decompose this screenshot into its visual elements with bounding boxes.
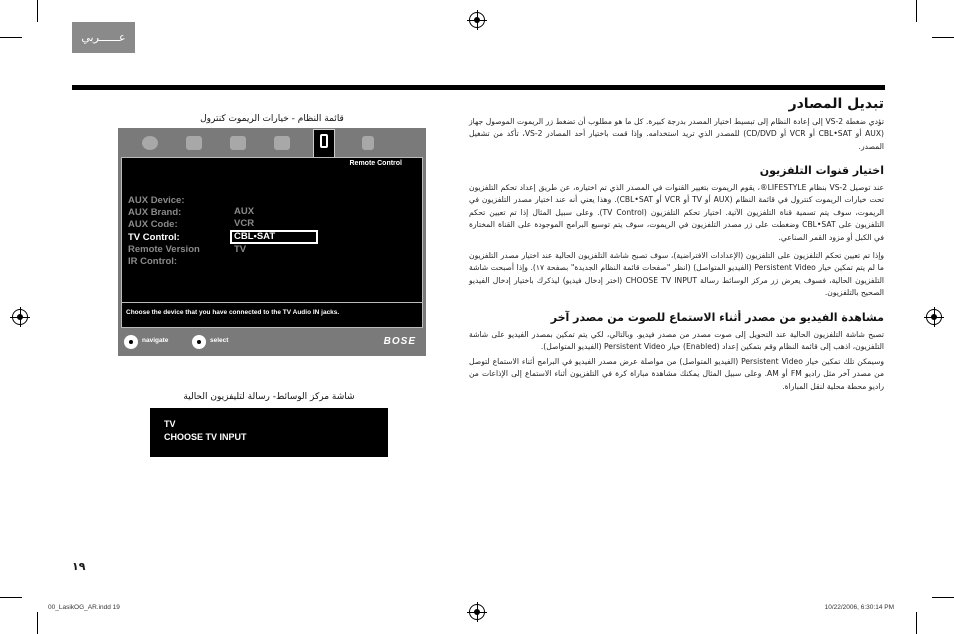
section-heading: اختيار قنوات التلفزيون — [759, 164, 884, 177]
menu-panel-title: Remote Control — [349, 160, 402, 167]
registration-mark-icon — [469, 12, 485, 28]
footer-timestamp: 10/22/2006, 6:30:14 PM — [824, 604, 894, 611]
tv-message-line: CHOOSE TV INPUT — [164, 432, 247, 442]
menu-panel — [121, 157, 423, 303]
page-number: ١٩ — [72, 560, 86, 573]
option-item: TV — [234, 244, 247, 256]
system-menu-screenshot — [118, 128, 426, 356]
menu-item: Remote Version — [128, 243, 200, 255]
menu-item: AUX Brand: — [128, 207, 182, 219]
menu-tab-bar — [134, 134, 394, 154]
registration-mark-icon — [926, 309, 942, 325]
registration-mark-icon — [12, 309, 28, 325]
registration-mark-icon — [469, 604, 485, 620]
select-label: select — [210, 337, 229, 344]
paragraph: عند توصيل VS-2 بنظام LIFESTYLE®، يقوم الريموت بتغيير القنوات في المصدر الذي تم اختياره، عن طريق إعداد تحكم التلفزيون تحت خيارات الريموت كنترول في قائمة النظام (AUX أو TV أو VCR أو CBL•SAT). وهذا يعني أنه عند اختيار مصدر التلفزيون في الريموت، سوف يتم تسمية قناة التلفزيون الآتية. اختيار تحكم التلفزيون (TV Control). وعلى سبيل المثال إذا تم تعيين تحكم التلفزيون على CBL•SAT وضغطت على زر مصدر التلفزيون في الريموت، سوف يتم توسيع البرامج الموجودة على القناة المختارة في الكبل أو مزود القمر الصناعي. — [469, 183, 885, 242]
remote-tab-icon — [313, 129, 335, 157]
header-rule — [72, 85, 885, 90]
lock-icon — [362, 136, 374, 150]
navigate-label: navigate — [142, 337, 169, 344]
navigation-hint-bar — [122, 333, 422, 351]
crop-mark — [0, 597, 22, 598]
crop-mark — [37, 612, 38, 634]
option-item: AUX — [234, 206, 255, 217]
help-message: Choose the device that you have connected to the TV Audio IN jacks. — [121, 302, 423, 328]
bose-logo: BOSE — [383, 336, 416, 347]
crop-mark — [916, 0, 917, 22]
menu-item: AUX Code: — [128, 219, 178, 231]
option-item-selected: CBL•SAT — [230, 230, 318, 244]
option-list — [234, 206, 318, 257]
menu-item: AUX Device: — [128, 195, 185, 206]
screen-caption-top: قائمة النظام - خيارات الريموت كنترول — [200, 114, 344, 124]
display-icon — [230, 136, 246, 150]
language-tab: عــــــربي — [72, 22, 135, 53]
menu-item: IR Control: — [128, 256, 178, 268]
footer-file-info: 00_LasikOG_AR.indd 19 — [48, 604, 120, 611]
screen-caption-bottom: شاشة مركز الوسائط- رسالة لتليفزيون الحالية — [183, 392, 355, 402]
paragraph: تصبح شاشة التلفزيون الحالية عند التحويل إلى صوت مصدر من مصدر فيديو. وبالتالي، لكي يتم تمكين بمصدر الفيديو على شاشة التلفزيون، اذهب إلى قائمة النظام وقم بتمكين إعداد (Enabled) خيار Persistent Video (الفيديو المتواصل). — [469, 330, 884, 352]
crop-mark — [0, 37, 22, 38]
crop-mark — [932, 37, 954, 38]
paragraph: وسيمكن تلك تمكين خيار Persistent Video (الفيديو المتواصل) من مواصلة عرض مصدر الفيديو في البرامج أثناء الاستماع لتوصل من مصدر آخر مثل راديو FM أو AM. وعلى سبيل المثال يمكنك مشاهدة مباراة كرة في التلفزيون أثناء الاستماع إلى الإذاعات من راديو محطة محلية لنقل المباراة. — [469, 357, 885, 391]
menu-item-active: TV Control: — [128, 231, 180, 243]
disc-icon — [142, 136, 158, 150]
tools-icon — [274, 136, 290, 150]
crop-mark — [916, 612, 917, 634]
section-heading: مشاهدة الفيديو من مصدر أثناء الاستماع للصوت من مصدر آخر — [550, 311, 884, 324]
paragraph: تؤدي ضغطة VS-2 إلى إعادة النظام إلى تبسيط اختيار المصدر بدرجة كبيرة. كل ما هو مطلوب أن تضغط زر الريموت الموصول جهاز (AUX أو CBL•SAT أو VCR أو CD/DVD) للمصدر الذي تريد استخدامه. وإذا قمت باختيار أحد المصادر VS-2، تأكد من تشغيل المصدر. — [469, 117, 884, 151]
select-pad-icon — [192, 335, 206, 349]
paragraph: وإذا تم تعيين تحكم التلفزيون على التلفزيون (الإعدادات الافتراضية)، سوف تصبح شاشة التلفزيون الحالية عند اختيار مصدر التلفزيون ما لم يتم تمكين خيار Persistent Video (الفيديو المتواصل) (انظر "صفحات قائمة النظام الجديدة" بصفحة ١٧). وإذا أصبحت شاشة التلفزيون الحالية، فسوف يعرض زر مركز الوسائط رسالة CHOOSE TV INPUT (اختر إدخال فيديو) ليذكرك باختيار إدخال الفيديو الصحيح بالتلفزيون. — [469, 251, 884, 298]
section-heading: تبديل المصادر — [788, 96, 884, 112]
crop-mark — [37, 0, 38, 22]
tv-message-line: TV — [164, 419, 176, 429]
tv-message-box — [150, 408, 388, 457]
option-item: VCR — [234, 218, 255, 230]
menu-list — [128, 195, 200, 268]
speaker-icon — [186, 136, 202, 150]
crop-mark — [932, 597, 954, 598]
navigate-pad-icon — [124, 335, 138, 349]
